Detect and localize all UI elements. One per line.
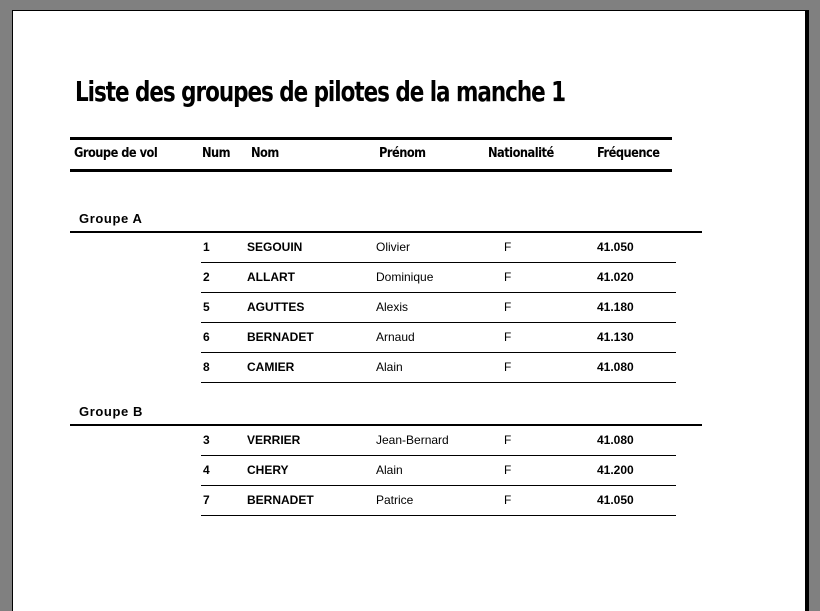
pilot-frequence: 41.080 <box>597 360 634 374</box>
pilot-nom: CHERY <box>247 463 289 477</box>
pilot-nationalite: F <box>504 240 512 254</box>
table-row <box>201 352 676 383</box>
group-label-a: Groupe A <box>79 211 143 226</box>
pilot-num: 8 <box>203 360 210 374</box>
pilot-nom: SEGOUIN <box>247 240 303 254</box>
pilot-prenom: Arnaud <box>376 330 415 344</box>
column-header-nationalite: Nationalité <box>488 146 554 161</box>
page-title: Liste des groupes de pilotes de la manche 1 <box>75 75 566 108</box>
column-header-bar <box>70 137 672 172</box>
pilot-num: 5 <box>203 300 210 314</box>
pilot-nom: BERNADET <box>247 330 314 344</box>
pilot-prenom: Alexis <box>376 300 409 314</box>
report-page <box>12 10 805 611</box>
table-row <box>201 262 676 293</box>
pilot-nom: ALLART <box>247 270 295 284</box>
pilot-nationalite: F <box>504 463 512 477</box>
pilot-nom: BERNADET <box>247 493 314 507</box>
column-header-nom: Nom <box>251 146 279 161</box>
pilot-nationalite: F <box>504 270 512 284</box>
table-row <box>201 232 676 263</box>
pilot-nationalite: F <box>504 433 512 447</box>
pilot-nom: AGUTTES <box>247 300 305 314</box>
pilot-num: 3 <box>203 433 210 447</box>
pilot-nationalite: F <box>504 360 512 374</box>
table-row <box>201 455 676 486</box>
pilot-frequence: 41.050 <box>597 493 634 507</box>
pilot-prenom: Alain <box>376 463 403 477</box>
column-header-prenom: Prénom <box>379 146 426 161</box>
pilot-frequence: 41.020 <box>597 270 634 284</box>
group-label-b: Groupe B <box>79 404 144 419</box>
pilot-frequence: 41.180 <box>597 300 634 314</box>
pilot-num: 7 <box>203 493 210 507</box>
pilot-nationalite: F <box>504 330 512 344</box>
pilot-nationalite: F <box>504 300 512 314</box>
pilot-prenom: Alain <box>376 360 403 374</box>
table-row <box>201 292 676 323</box>
pilot-nom: VERRIER <box>247 433 301 447</box>
table-row <box>201 485 676 516</box>
pilot-num: 1 <box>203 240 210 254</box>
pilot-num: 4 <box>203 463 210 477</box>
table-row <box>201 322 676 353</box>
pilot-prenom: Patrice <box>376 493 414 507</box>
pilot-num: 2 <box>203 270 210 284</box>
pilot-frequence: 41.130 <box>597 330 634 344</box>
column-header-num: Num <box>202 146 231 161</box>
pilot-frequence: 41.050 <box>597 240 634 254</box>
pilot-frequence: 41.200 <box>597 463 634 477</box>
pilot-nom: CAMIER <box>247 360 295 374</box>
pilot-prenom: Dominique <box>376 270 434 284</box>
table-row <box>201 425 676 456</box>
pilot-frequence: 41.080 <box>597 433 634 447</box>
pilot-nationalite: F <box>504 493 512 507</box>
column-header-groupe: Groupe de vol <box>74 146 158 161</box>
pilot-prenom: Olivier <box>376 240 411 254</box>
pilot-num: 6 <box>203 330 210 344</box>
pilot-prenom: Jean-Bernard <box>376 433 449 447</box>
column-header-frequence: Fréquence <box>597 146 660 161</box>
